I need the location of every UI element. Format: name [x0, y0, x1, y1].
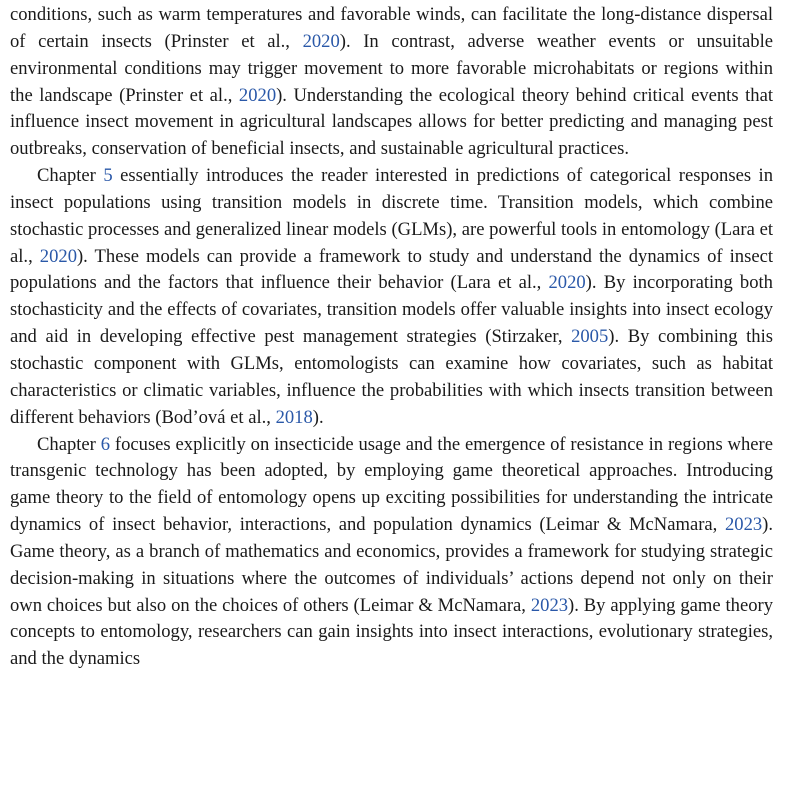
- paragraph-chapter-5: [10, 163, 773, 431]
- citation-link[interactable]: 2005: [571, 326, 609, 348]
- citation-link[interactable]: 2020: [238, 84, 277, 106]
- paragraph-text: Chapter: [37, 433, 101, 455]
- paragraph-text: ). In contrast, adverse weather events or unsuitable environmental conditions may trigger movement to more favorable microhabitats or regions within the landscape (Prinster et al.,: [10, 30, 773, 106]
- citation-link[interactable]: 2018: [275, 406, 313, 428]
- citation-link[interactable]: 2020: [39, 245, 77, 267]
- citation-link[interactable]: 2020: [302, 30, 340, 52]
- paragraph-text: ). By applying game theory concepts to entomology, researchers can gain insights into insect interactions, evolutionary strategies, and the dynamics: [10, 594, 774, 670]
- citation-link[interactable]: 5: [103, 165, 113, 187]
- citation-link[interactable]: 2023: [530, 594, 569, 616]
- paragraph-text: Chapter: [37, 165, 104, 187]
- paragraph-text: focuses explicitly on insecticide usage and the emergence of resistance in regions where transgenic technology has been adopted, by employing game theoretical approaches. Introducing game theory to the field of entomology opens up exciting possibilities for understanding the intricate dynamics of insect behavior, interactions, and population dynamics (Leimar & McNamara,: [10, 433, 773, 536]
- paragraph-text: essentially introduces the reader interested in predictions of categorical responses in insect populations using transition models in discrete time. Transition models, which combine stochastic processes and generalized linear models (GLMs), are powerful tools in entomology (Lara et al.,: [10, 165, 773, 267]
- paragraph-dispersal: [10, 2, 773, 163]
- paragraph-chapter-6: [10, 432, 773, 674]
- paragraph-text: ). Game theory, as a branch of mathematics and economics, provides a framework for studying strategic decision-making in situations where the outcomes of individuals’ actions depend not only on their own choices but also on the choices of others (Leimar & McNamara,: [10, 514, 773, 616]
- paragraph-text: conditions, such as warm temperatures and favorable winds, can facilitate the long-distance dispersal of certain insects (Prinster et al.,: [10, 4, 773, 52]
- citation-link[interactable]: 6: [100, 433, 111, 455]
- paragraph-text: ). These models can provide a framework to study and understand the dynamics of insect populations and the factors that influence their behavior (Lara et al.,: [10, 245, 773, 294]
- paragraph-text: ). By incorporating both stochasticity and the effects of covariates, transition models offer valuable insights into insect ecology and aid in developing effective pest management strategies (Stirzaker,: [10, 272, 773, 348]
- citation-link[interactable]: 2023: [724, 514, 763, 536]
- paragraph-text: ). By combining this stochastic component with GLMs, entomologists can examine how covariates, such as habitat characteristics or climatic variables, influence the probabilities with which insects transition between different behaviors (Bod’ová et al.,: [10, 326, 773, 428]
- paragraph-text: ). Understanding the ecological theory behind critical events that influence insect movement in agricultural landscapes allows for better predicting and managing pest outbreaks, conservation of beneficial insects, and sustainable agricultural practices.: [10, 84, 773, 160]
- paragraph-text: ).: [312, 406, 324, 428]
- citation-link[interactable]: 2020: [548, 272, 586, 294]
